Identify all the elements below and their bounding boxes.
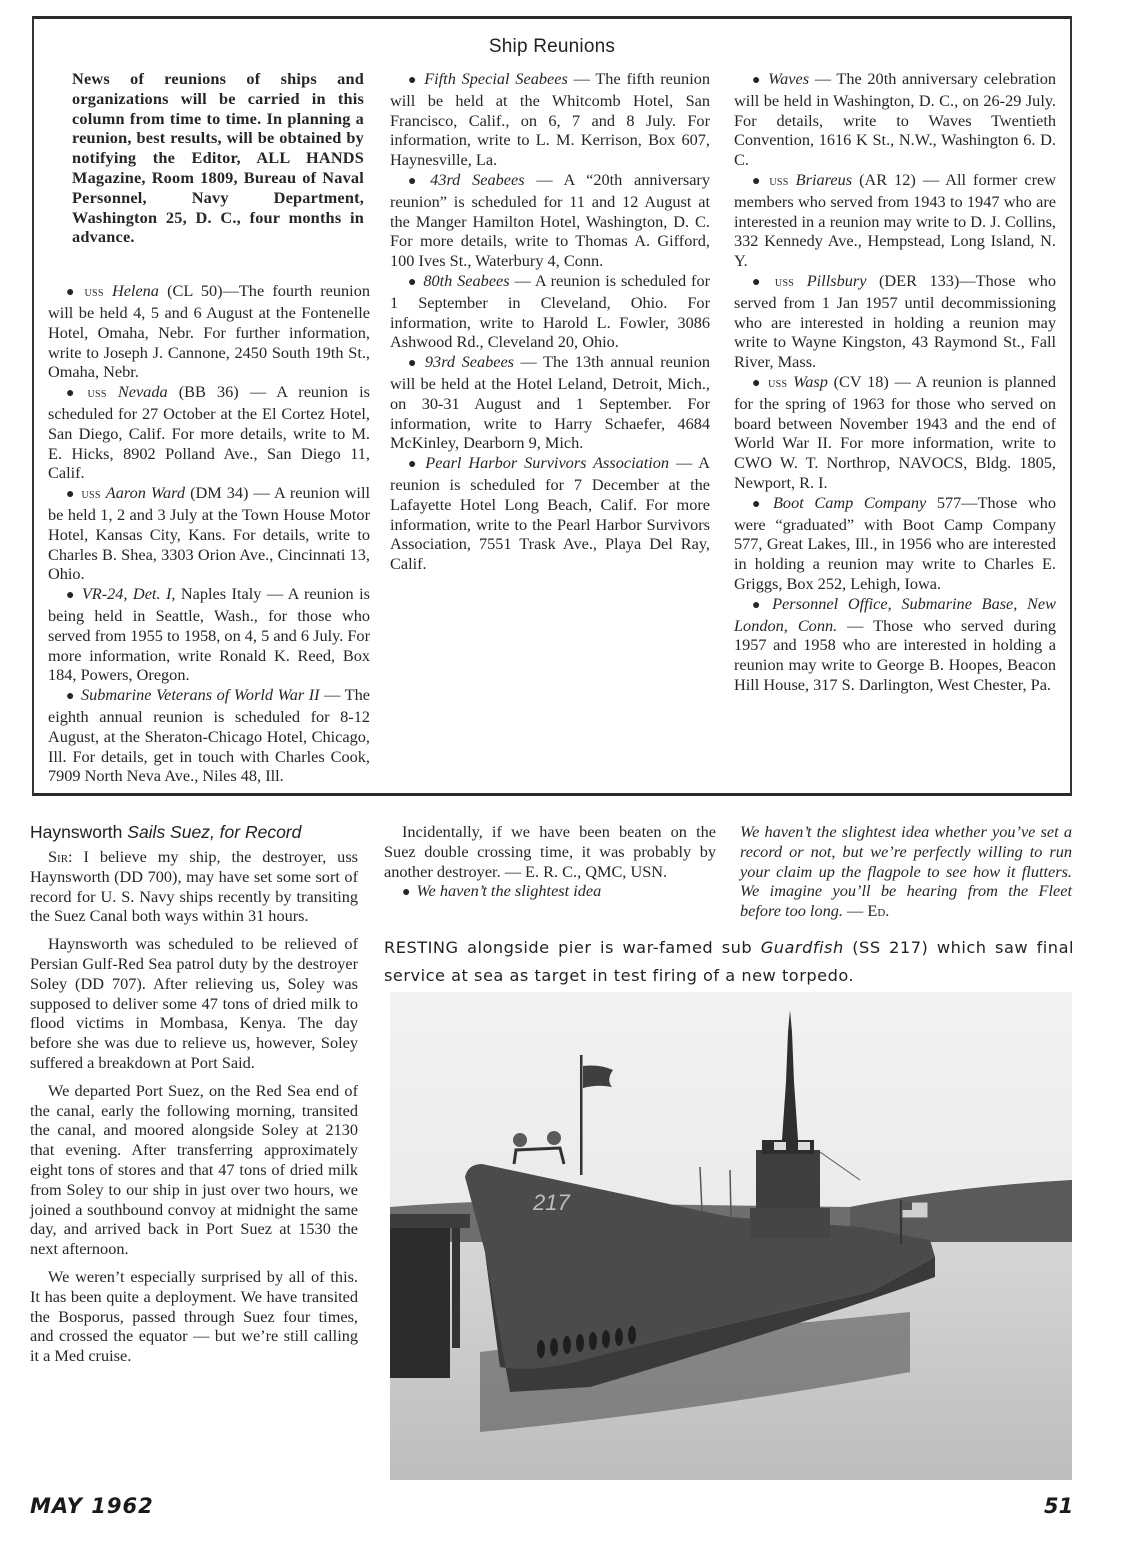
editor-reply-lead: We haven’t the slightest idea bbox=[416, 881, 602, 901]
section-title: Ship Reunions bbox=[488, 36, 616, 57]
bullet-icon: ● bbox=[66, 487, 76, 503]
bullet-icon: ● bbox=[402, 885, 411, 901]
letter-paragraph: Incidentally, if we have been beaten on the Suez double crossing time, it was probably by another destroyer. — E. R. C., QMC, USN. bbox=[384, 822, 716, 881]
bullet-icon: ● bbox=[408, 173, 425, 189]
reunion-entry: ● Personnel Office, Submarine Base, New London, Conn. — Those who served during 1957 and 1958 who are interested in holding a reunion may write to George B. Hoopes, Beacon Hill House, 317 S. Darlington, West Chester, Pa. bbox=[734, 593, 1056, 694]
unit-name: 43rd Seabees bbox=[430, 169, 525, 189]
bullet-icon: ● bbox=[752, 274, 769, 290]
reunion-entry: ● 80th Seabees — A reunion is scheduled for 1 September in Cleveland, Ohio. For information, write to Harold L. Fowler, 3086 Ashwood Rd., Cleveland 20, Ohio. bbox=[390, 270, 711, 352]
intro-notice: News of reunions of ships and organizations will be carried in this column from time to time. In planning a reunion, best results, will be obtained by notifying the Editor, ALL HANDS Magazine, Room 1809, Bureau of Naval Personnel, Navy Department, Washington 25, D. C., four months in advance. bbox=[72, 69, 364, 247]
unit-name: 93rd Seabees bbox=[424, 352, 515, 372]
ship-name: Helena bbox=[111, 281, 159, 301]
reunions-column-3 bbox=[734, 69, 1056, 695]
unit-name: Fifth Special Seabees bbox=[424, 69, 568, 88]
submarine-photo bbox=[390, 992, 1072, 1480]
page-number: 51 bbox=[1044, 1494, 1074, 1518]
reunion-entry: ● 43rd Seabees — A “20th anniversary reunion” is scheduled for 11 and 12 August at the Manger Hamilton Hotel, Washington, D. C. For more details, write to Thomas A. Gifford, 100 Ives St., Waterbury 4, Conn. bbox=[390, 169, 710, 271]
reunion-entry: ● Fifth Special Seabees — The fifth reunion will be held at the Whitcomb Hotel, San Francisco, Calif., on 6, 7 and 8 July. For information, write to L. M. Kerrison, Box 607, Haynesville, La. bbox=[390, 69, 710, 170]
bullet-icon: ● bbox=[408, 73, 419, 88]
ship-name: Wasp bbox=[793, 371, 828, 391]
ship-name: Aaron Ward bbox=[105, 483, 185, 503]
bullet-icon: ● bbox=[752, 375, 763, 391]
reunions-column-2 bbox=[390, 69, 710, 574]
ship-name: Pillsbury bbox=[806, 270, 867, 290]
letter-paragraph: We weren’t especially surprised by all of this. It has been quite a deployment. We have transited the Bosporus, passed through Suez four times, and crossed the equator — but we’re still calling it a Med cruise. bbox=[30, 1266, 358, 1366]
reunion-entry: ● Waves — The 20th anniversary celebration will be held in Washington, D. C., on 26-29 July. For details, write to Waves Twentieth Convention, 1616 K St., N.W., Washington 6. D. C. bbox=[734, 69, 1056, 170]
unit-name: 80th Seabees bbox=[423, 270, 510, 290]
letter-continuation bbox=[384, 822, 716, 903]
reunion-entry: ● Pearl Harbor Survivors Association — A reunion is scheduled for 7 December at the Lafayette Hotel Long Beach, Calif. For more information, write to the Pearl Harbor Survivors Association, 7551 Trask Ave., Playa Del Ray, Calif. bbox=[390, 453, 710, 574]
bullet-icon: ● bbox=[408, 356, 419, 372]
reunion-entry: ● 93rd Seabees — The 13th annual reunion will be held at the Hotel Leland, Detroit, Mich., on 30-31 August and 1 September. For information, write to Harry Schaefer, 4684 McKinley, Dearborn 9, Mich. bbox=[390, 352, 710, 453]
reunion-entry: ● uss Aaron Ward (DM 34) — A reunion will be held 1, 2 and 3 July at the Town House Motor Hotel, Kansas City, Kans. For details, write to Charles B. Shea, 3303 Orion Ave., Cincinnati 13, Ohio. bbox=[48, 483, 370, 584]
bullet-icon: ● bbox=[752, 173, 764, 189]
reunion-entry: ● uss Pillsbury (DER 133)—Those who served from 1 Jan 1957 until decommissioning who are interested in holding a reunion may write to Wayne Kingston, 43 Raymond St., Fall River, Mass. bbox=[734, 270, 1056, 372]
unit-name: Pearl Harbor Survivors Association bbox=[425, 453, 670, 473]
unit-name: VR-24, Det. I, bbox=[81, 584, 176, 604]
bullet-icon: ● bbox=[408, 457, 420, 473]
ship-name: Briareus bbox=[795, 169, 853, 189]
bullet-icon: ● bbox=[752, 496, 767, 512]
bullet-icon: ● bbox=[66, 689, 75, 705]
bullet-icon: ● bbox=[408, 274, 418, 290]
reunions-column-1 bbox=[48, 69, 370, 786]
reunion-entry: ● uss Nevada (BB 36) — A reunion is scheduled for 27 October at the El Cortez Hotel, San Diego, Calif. For more details, write to M. E. Hicks, 8902 Polland Ave., San Diego 11, Calif. bbox=[48, 382, 370, 483]
editor-reply-start bbox=[384, 881, 716, 903]
editor-reply-text: We haven’t the slightest idea whether you’ve set a record or not, but we’re perfectly willing to run your claim up the flagpole to see how it flutters. We imagine you’ll be hearing from the Fleet before too long. — Ed. bbox=[740, 822, 1072, 921]
submarine-image-icon bbox=[390, 992, 1072, 1480]
letter-paragraph: Sir: I believe my ship, the destroyer, uss Haynsworth (DD 700), may have set some sort of record for U. S. Navy ships recently by transiting the Suez Canal both ways within 31 hours. bbox=[30, 847, 358, 926]
svg-text:217: 217 bbox=[533, 1190, 570, 1215]
letter-paragraph: We departed Port Suez, on the Red Sea end of the canal, early the following morning, transited the canal, and moored alongside Soley at 2130 that evening. After transferring approximately eight tons of stores and that 47 tons of dried milk from Soley to our ship in just over two hours, we joined a southbound convoy at midnight the same day, and arrived back in Port Suez at 1530 the next afternoon. bbox=[30, 1080, 358, 1259]
bullet-icon: ● bbox=[66, 386, 82, 402]
ship-reunions-section bbox=[32, 16, 1072, 796]
article-title: Haynsworth Sails Suez, for Record bbox=[30, 822, 302, 842]
reunion-entry: ● VR-24, Det. I, Naples Italy — A reunion is being held in Seattle, Wash., for those who served from 1955 to 1958, on 4, 5 and 6 July. For more information, write Ronald K. Reed, Box 184, Powers, Oregon. bbox=[48, 584, 371, 685]
letter-article bbox=[30, 822, 358, 1374]
photo-caption: RESTING alongside pier is war-famed sub Guardfish (SS 217) which saw final service at sea as target in test firing of a new torpedo. bbox=[384, 938, 1074, 985]
reunion-entry: ● uss Wasp (CV 18) — A reunion is planned for the spring of 1963 for those who served on board between November 1943 and the end of World War II. For more information, write to CWO W. T. Northrop, NAVOCS, Bldg. 1805, Newport, R. I. bbox=[734, 371, 1056, 492]
unit-name: Personnel Office, Submarine Base, New London, Conn. bbox=[734, 593, 1056, 635]
bullet-icon: ● bbox=[66, 285, 79, 301]
issue-date: MAY 1962 bbox=[30, 1494, 154, 1518]
reunion-entry: ● uss Helena (CL 50)—The fourth reunion will be held 4, 5 and 6 August at the Fontenelle Hotel, Omaha, Nebr. For further information, write to Joseph J. Cannone, 2450 South 19th St., Omaha, Nebr. bbox=[48, 281, 370, 382]
reunion-entry: ● Boot Camp Company 577—Those who were “graduated” with Boot Camp Company 577, Great Lakes, Ill., in 1956 who are interested in holding a reunion may write to Charles E. Griggs, Box 252, Lehigh, Iowa. bbox=[734, 492, 1056, 593]
unit-name: Submarine Veterans of World War II bbox=[80, 685, 320, 705]
bullet-icon: ● bbox=[752, 597, 767, 613]
reunion-entry: ● uss Briareus (AR 12) — All former crew members who served from 1943 to 1947 who are interested in a reunion may write to D. J. Collins, 332 Kennedy Ave., Hempstead, Long Island, N. Y. bbox=[734, 169, 1056, 271]
unit-name: Boot Camp Company bbox=[772, 492, 927, 512]
editor-reply bbox=[740, 822, 1072, 921]
ship-name: Nevada bbox=[117, 382, 168, 402]
letter-paragraph: Haynsworth was scheduled to be relieved of Persian Gulf-Red Sea patrol duty by the destroyer Soley (DD 707). After relieving us, Soley was supposed to deliver some 47 tons of dried milk to flood victims in Mombasa, Kenya. The day before she was due to relieve us, however, Soley suffered a breakdown at Port Said. bbox=[30, 934, 358, 1072]
unit-name: Waves bbox=[768, 69, 810, 88]
bullet-icon: ● bbox=[752, 73, 763, 88]
reunion-entry: ● Submarine Veterans of World War II — The eighth annual reunion is scheduled for 8-12 August, at the Sheraton-Chicago Hotel, Chicago, Ill. For details, get in touch with Charles Cook, 7909 North Neva Ave., Niles 48, Ill. bbox=[48, 685, 370, 786]
bullet-icon: ● bbox=[66, 588, 76, 604]
